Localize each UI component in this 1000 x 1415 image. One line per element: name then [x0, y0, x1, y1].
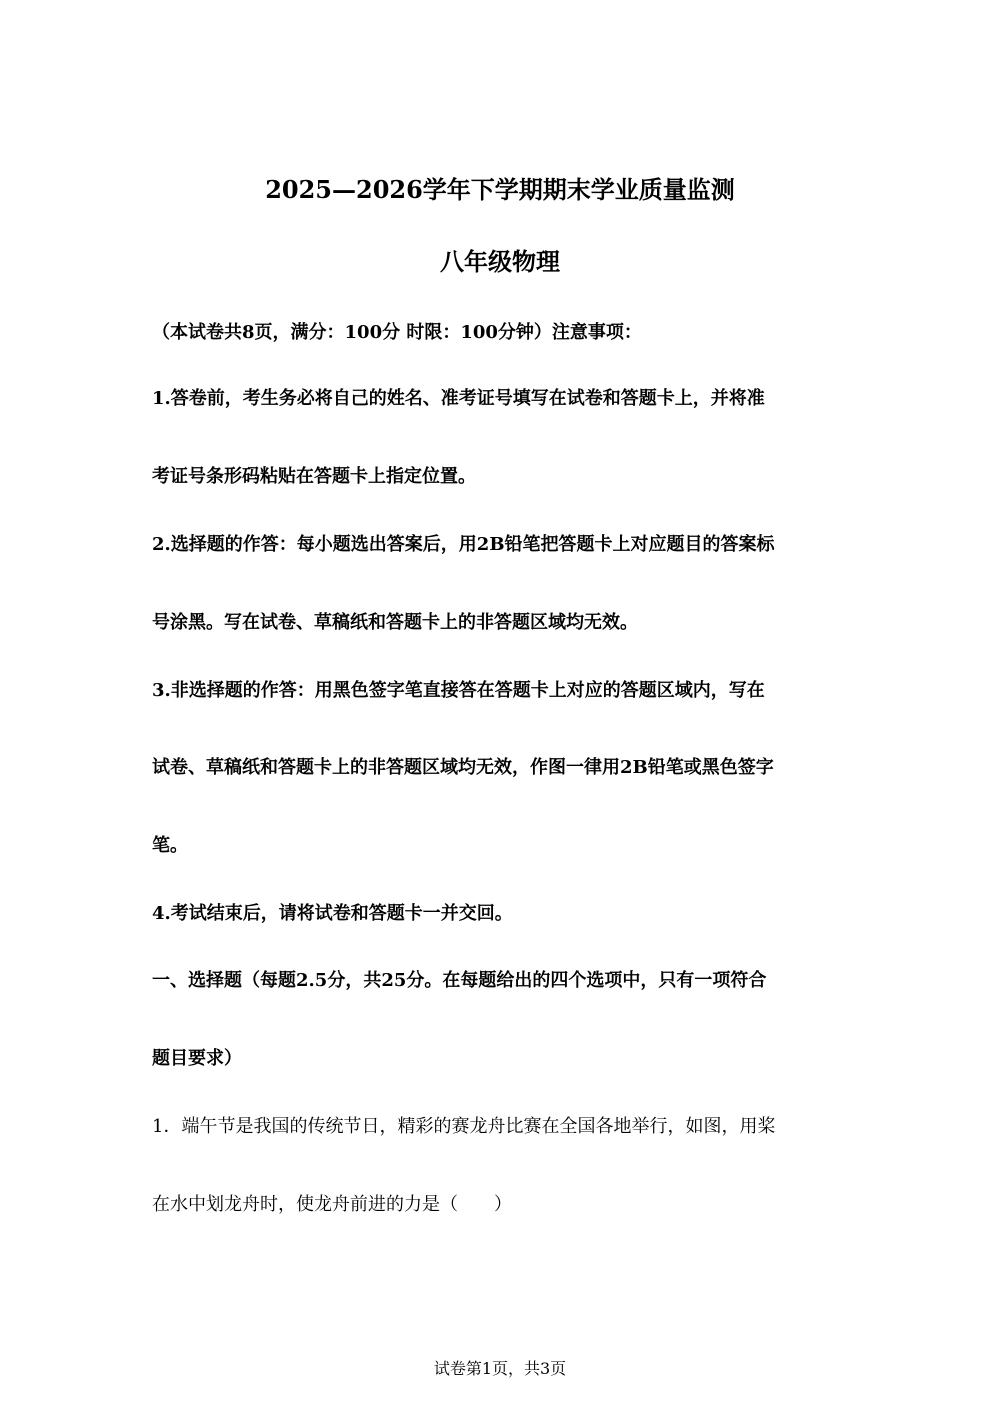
exam-title: 2025—2026学年下学期期末学业质量监测	[265, 175, 735, 204]
note-2-line-2: 号涂黑。写在试卷、草稿纸和答题卡上的非答题区域均无效。	[152, 612, 638, 633]
note-3-line-3: 笔。	[152, 835, 188, 856]
exam-intro: （本试卷共8页，满分：100分 时限：100分钟）注意事项：	[152, 322, 642, 343]
note-2-line-1: 2.选择题的作答：每小题选出答案后，用2B铅笔把答题卡上对应题目的答案标	[152, 534, 775, 555]
note-3-line-1: 3.非选择题的作答：用黑色签字笔直接答在答题卡上对应的答题区域内，写在	[152, 680, 765, 701]
note-1-line-2: 考证号条形码粘贴在答题卡上指定位置。	[152, 466, 476, 487]
section-heading-line-1: 一、选择题（每题2.5分，共25分。在每题给出的四个选项中，只有一项符合	[152, 970, 767, 991]
question-1-line-2: 在水中划龙舟时，使龙舟前进的力是（ ）	[152, 1194, 512, 1215]
page-footer: 试卷第1页，共3页	[433, 1359, 567, 1378]
note-3-line-2: 试卷、草稿纸和答题卡上的非答题区域均无效，作图一律用2B铅笔或黑色签字	[152, 757, 774, 778]
note-1-line-1: 1.答卷前，考生务必将自己的姓名、准考证号填写在试卷和答题卡上，并将准	[152, 388, 765, 409]
note-4: 4.考试结束后，请将试卷和答题卡一并交回。	[152, 903, 513, 924]
question-1-line-1: 1．端午节是我国的传统节日，精彩的赛龙舟比赛在全国各地举行，如图，用桨	[152, 1116, 776, 1137]
exam-subtitle: 八年级物理	[440, 247, 560, 276]
section-heading-line-2: 题目要求）	[152, 1048, 242, 1069]
